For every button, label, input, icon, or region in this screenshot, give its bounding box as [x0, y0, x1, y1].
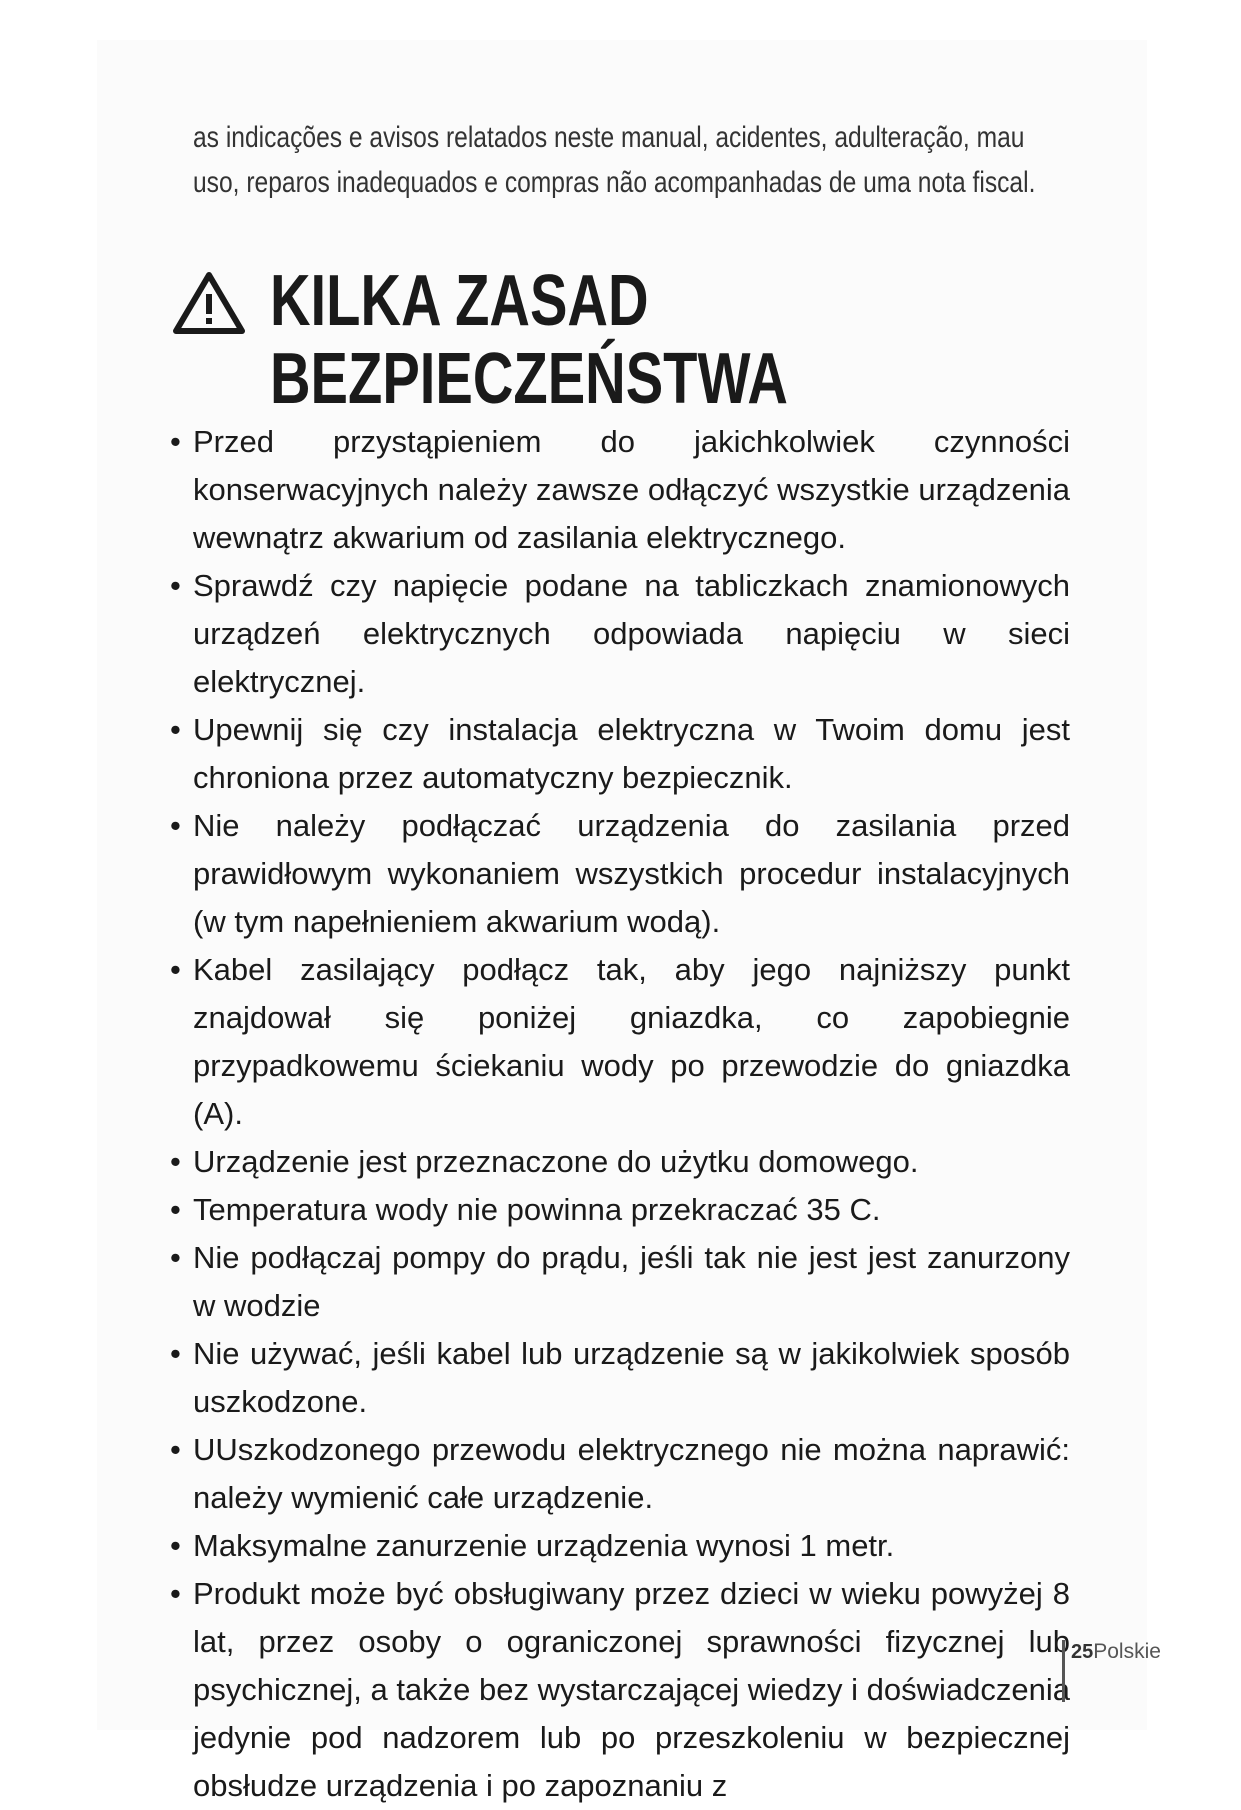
safety-rules-list	[170, 418, 1070, 1810]
list-item	[170, 418, 1070, 562]
intro-paragraph: as indicações e avisos relatados neste manual, acidentes, adulteração, mau uso, reparos inadequados e compras não acompanhadas de uma nota fiscal.	[193, 121, 1036, 199]
list-item	[170, 1426, 1070, 1522]
bullet: •	[170, 808, 181, 843]
list-item	[170, 562, 1070, 706]
rule-text: Maksymalne zanurzenie urządzenia wynosi 1 metr.	[193, 1528, 895, 1563]
list-item	[170, 1138, 1070, 1186]
list-item	[170, 1330, 1070, 1426]
footer-language: Polskie	[1093, 1640, 1161, 1663]
list-item	[170, 946, 1070, 1138]
list-item	[170, 1234, 1070, 1330]
section-title	[270, 262, 788, 418]
bullet: •	[170, 424, 181, 459]
list-item	[170, 706, 1070, 802]
section-title-line1: KILKA ZASAD	[270, 261, 649, 341]
rule-text: Nie należy podłączać urządzenia do zasilania przed prawidłowym wykonaniem wszystkich procedur instalacyjnych (w tym napełnieniem akwarium wodą).	[193, 808, 1070, 939]
list-item	[170, 802, 1070, 946]
page-number: 25	[1071, 1641, 1094, 1663]
rule-text: Urządzenie jest przeznaczone do użytku domowego.	[193, 1144, 919, 1179]
bullet: •	[170, 1528, 181, 1563]
warning-triangle-icon	[172, 270, 246, 336]
bullet: •	[170, 712, 181, 747]
bullet: •	[170, 1576, 181, 1611]
rule-text: Temperatura wody nie powinna przekraczać 35 C.	[193, 1192, 881, 1227]
rule-text: Produkt może być obsługiwany przez dzieci w wieku powyżej 8 lat, przez osoby o ograniczonej sprawności fizycznej lub psychicznej, a także bez wystarczającej wiedzy i doświadczenia jedynie pod nadzorem lub po przeszkoleniu w bezpiecznej obsłudze urządzenia i po zapoznaniu z	[193, 1576, 1071, 1803]
list-item	[170, 1186, 1070, 1234]
rule-text: Przed przystąpieniem do jakichkolwiek czynności konserwacyjnych należy zawsze odłączyć wszystkie urządzenia wewnątrz akwarium od zasilania elektrycznego.	[193, 424, 1070, 555]
list-item	[170, 1570, 1070, 1810]
rule-text: Nie używać, jeśli kabel lub urządzenie są w jakikolwiek sposób uszkodzone.	[193, 1336, 1070, 1419]
rule-text: Upewnij się czy instalacja elektryczna w Twoim domu jest chroniona przez automatyczny bezpiecznik.	[193, 712, 1070, 795]
bullet: •	[170, 1144, 181, 1179]
page-footer	[1062, 1640, 1161, 1702]
bullet: •	[170, 952, 181, 987]
rule-text: Kabel zasilający podłącz tak, aby jego najniższy punkt znajdował się poniżej gniazdka, co zapobiegnie przypadkowemu ściekaniu wody po przewodzie do gniazdka (A).	[193, 952, 1070, 1131]
bullet: •	[170, 1432, 181, 1467]
rule-text: UUszkodzonego przewodu elektrycznego nie można naprawić: należy wymienić całe urządzenie.	[193, 1432, 1070, 1515]
bullet: •	[170, 1192, 181, 1227]
bullet: •	[170, 568, 181, 603]
bullet: •	[170, 1336, 181, 1371]
list-item	[170, 1522, 1070, 1570]
section-title-line2: BEZPIECZEŃSTWA	[270, 339, 788, 419]
rule-text: Nie podłączaj pompy do prądu, jeśli tak nie jest jest zanurzony w wodzie	[193, 1240, 1070, 1323]
bullet: •	[170, 1240, 181, 1275]
rule-text: Sprawdź czy napięcie podane na tabliczkach znamionowych urządzeń elektrycznych odpowiada napięciu w sieci elektrycznej.	[193, 568, 1070, 699]
